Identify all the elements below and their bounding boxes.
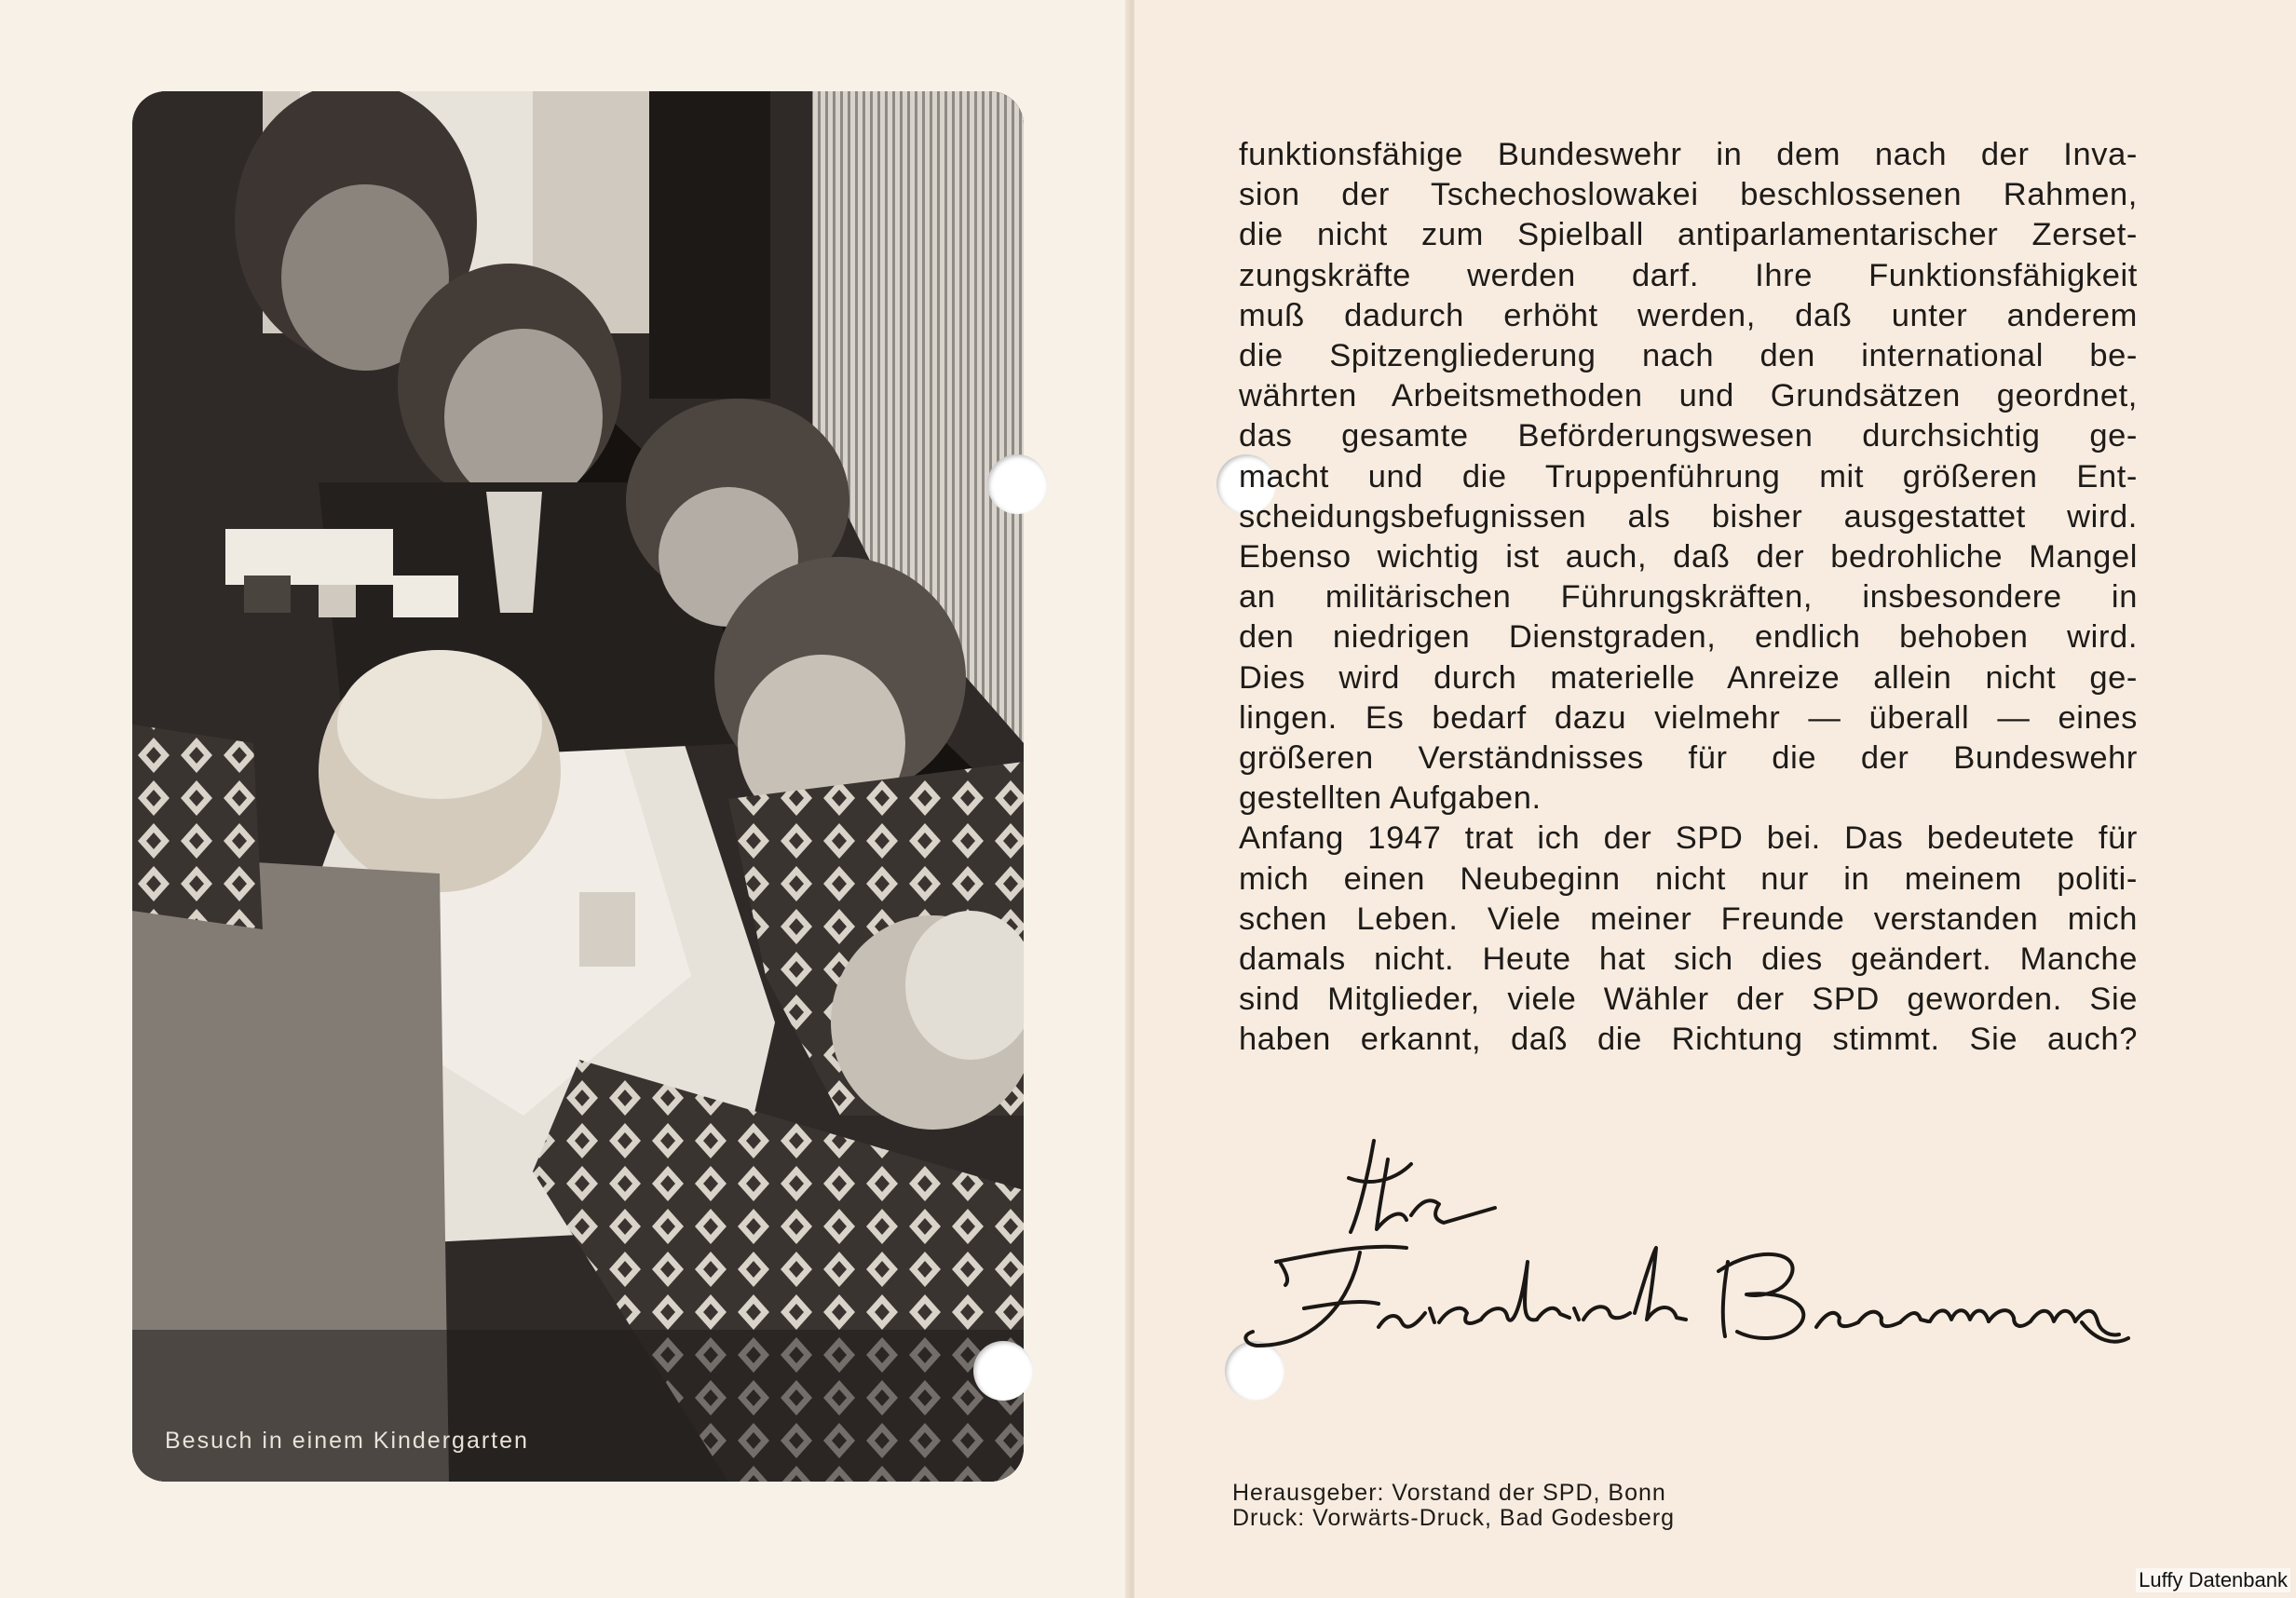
text-line: Anfang 1947 trat ich der SPD bei. Das bedeutete für <box>1239 820 2138 857</box>
photo-image <box>132 91 1024 1482</box>
photo-caption: Besuch in einem Kindergarten <box>165 1428 529 1454</box>
handwritten-signature <box>1211 1122 2189 1402</box>
punch-hole <box>973 1341 1033 1401</box>
text-line: das gesamte Beförderungswesen durchsichtig ge- <box>1239 418 2138 454</box>
text-line: die Spitzengliederung nach den international be- <box>1239 338 2138 374</box>
imprint-printer: Druck: Vorwärts-Druck, Bad Godesberg <box>1232 1505 1676 1531</box>
text-line: lingen. Es bedarf dazu vielmehr — überall — eines <box>1239 699 2138 736</box>
text-line: gestellten Aufgaben. <box>1239 780 1542 817</box>
body-text <box>1239 135 2138 1061</box>
text-line: funktionsfähige Bundeswehr in dem nach der Inva- <box>1239 137 2138 172</box>
left-page <box>0 0 1129 1598</box>
text-line: haben erkannt, daß die Richtung stimmt. Sie auch? <box>1239 1022 2138 1058</box>
text-line: an militärischen Führungskräften, insbesondere in <box>1239 579 2138 616</box>
text-line: größeren Verständnisses für die der Bundeswehr <box>1239 740 2138 777</box>
text-line: mich einen Neubeginn nicht nur in meinem politi- <box>1239 860 2138 897</box>
text-line: Ebenso wichtig ist auch, daß der bedrohliche Mangel <box>1239 539 2138 576</box>
watermark: Luffy Datenbank <box>2136 1568 2290 1592</box>
imprint <box>1232 1481 1675 1531</box>
text-line: zungskräfte werden darf. Ihre Funktionsfähigkeit <box>1239 257 2138 293</box>
text-line: macht und die Truppenführung mit größeren Ent- <box>1239 458 2138 494</box>
text-line: die nicht zum Spielball antiparlamentarischer Zerset- <box>1239 217 2138 253</box>
text-line: Dies wird durch materielle Anreize allein nicht ge- <box>1239 659 2138 696</box>
punch-hole <box>987 454 1047 514</box>
text-line: schen Leben. Viele meiner Freunde verstanden mich <box>1239 901 2138 937</box>
imprint-publisher: Herausgeber: Vorstand der SPD, Bonn <box>1232 1480 1666 1506</box>
text-line: sion der Tschechoslowakei beschlossenen Rahmen, <box>1239 177 2138 213</box>
text-line: den niedrigen Dienstgraden, endlich behoben wird. <box>1239 619 2138 656</box>
text-line: damals nicht. Heute hat sich dies geändert. Manche <box>1239 941 2138 978</box>
text-line: sind Mitglieder, viele Wähler der SPD geworden. Sie <box>1239 982 2138 1018</box>
text-line: muß dadurch erhöht werden, daß unter anderem <box>1239 297 2138 333</box>
text-line: scheidungsbefugnissen als bisher ausgestattet wird. <box>1239 498 2138 535</box>
kindergarten-photo <box>132 91 1024 1482</box>
text-line: währten Arbeitsmethoden und Grundsätzen geordnet, <box>1239 378 2138 414</box>
